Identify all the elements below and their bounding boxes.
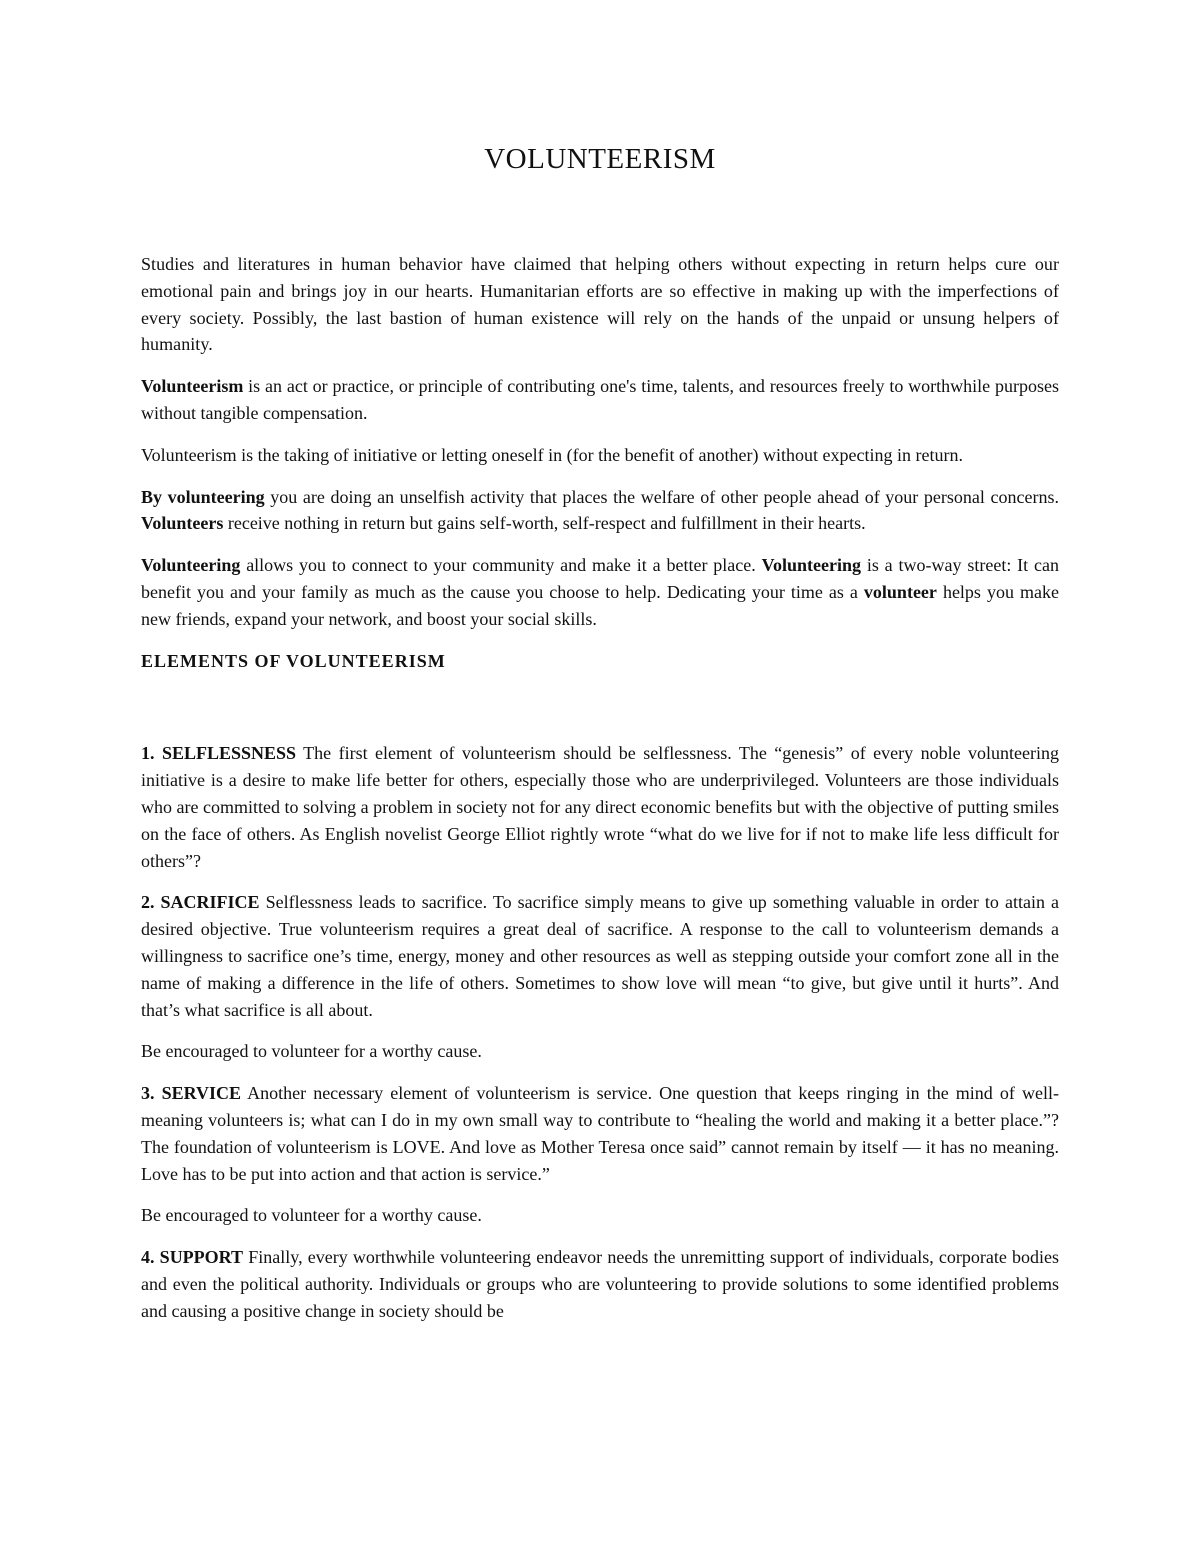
intro-paragraph: Studies and literatures in human behavior have claimed that helping others without expecting in return helps cure our emotional pain and brings joy in our hearts. Humanitarian efforts are so effective in making up with the imperfections of every society. Possibly, the last bastion of human existence will rely on the hands of the unpaid or unsung helpers of humanity. [141, 254, 1059, 355]
element-text: Finally, every worthwhile volunteering endeavor needs the unremitting support of individuals, corporate bodies and even the political authority. Individuals or groups who are volunteering to provide solutions to some identified problems and causing a positive change in society should be [141, 1247, 1060, 1321]
community-paragraph [141, 552, 1059, 632]
element-text: The first element of volunteerism should be selflessness. The “genesis” of every noble volunteering initiative is a desire to make life better for others, especially those who are underprivileged. Volunteers are those individuals who are committed to solving a problem in society not for any direct economic benefits but with the objective of putting smiles on the face of others. As English novelist George Elliot rightly wrote “what do we live for if not to make life less difficult for others”? [141, 743, 1059, 871]
definition-paragraph-1 [141, 373, 1059, 427]
definition-text: is an act or practice, or principle of contributing one's time, talents, and resources freely to worthwhile purposes without tangible compensation. [141, 376, 1059, 423]
element-text: Selflessness leads to sacrifice. To sacrifice simply means to give up something valuable in order to attain a desired objective. True volunteerism requires a great deal of sacrifice. A response to the call to volunteerism demands a willingness to sacrifice one’s time, energy, money and other resources as well as stepping outside your comfort zone all in the name of making a difference in the life of others. Sometimes to show love will mean “to give, but give until it hurts”. And that’s what sacrifice is all about. [141, 892, 1059, 1020]
bold-term: By volunteering [141, 486, 265, 507]
encouragement-line: Be encouraged to volunteer for a worthy cause. [141, 1205, 482, 1226]
paragraph-text: helps you make new friends, expand your network, and boost your social skills. [141, 581, 1059, 629]
paragraph-text: allows you to connect to your community and make it a better place. [240, 555, 762, 576]
element-label: 1. SELFLESSNESS [141, 743, 297, 764]
paragraph-text: receive nothing in return but gains self-worth, self-respect and fulfillment in their hearts. [223, 513, 866, 534]
bold-term: Volunteering [141, 555, 241, 576]
elements-heading: ELEMENTS OF VOLUNTEERISM [141, 650, 446, 671]
element-label: 3. SERVICE [141, 1083, 241, 1104]
definition-term: Volunteerism [141, 376, 244, 397]
element-service [141, 1080, 1059, 1187]
element-sacrifice [141, 889, 1059, 1023]
element-label: 2. SACRIFICE [141, 892, 260, 913]
element-selflessness [141, 740, 1059, 874]
document-title: VOLUNTEERISM [484, 143, 716, 175]
bold-term: Volunteering [761, 555, 861, 576]
bold-term: Volunteers [141, 513, 224, 534]
definition-paragraph-2: Volunteerism is the taking of initiative or letting oneself in (for the benefit of another) without expecting in return. [141, 444, 963, 465]
document-body [141, 251, 1059, 1340]
bold-term: volunteer [863, 581, 937, 602]
element-text: Another necessary element of volunteerism is service. One question that keeps ringing in the mind of well-meaning volunteers is; what can I do in my own small way to contribute to “healing the world and making it a better place.”? The foundation of volunteerism is LOVE. And love as Mother Teresa once said” cannot remain by itself — it has no meaning. Love has to be put into action and that action is service.” [141, 1083, 1059, 1184]
paragraph-text: you are doing an unselfish activity that places the welfare of other people ahead of your personal concerns. [264, 486, 1059, 507]
element-label: 4. SUPPORT [141, 1247, 244, 1268]
paragraph-text: is a two-way street: It can benefit you and your family as much as the cause you choose to help. Dedicating your time as a [141, 555, 1060, 602]
encouragement-line: Be encouraged to volunteer for a worthy cause. [141, 1041, 482, 1062]
element-support [141, 1244, 1059, 1324]
volunteering-paragraph [141, 484, 1059, 538]
